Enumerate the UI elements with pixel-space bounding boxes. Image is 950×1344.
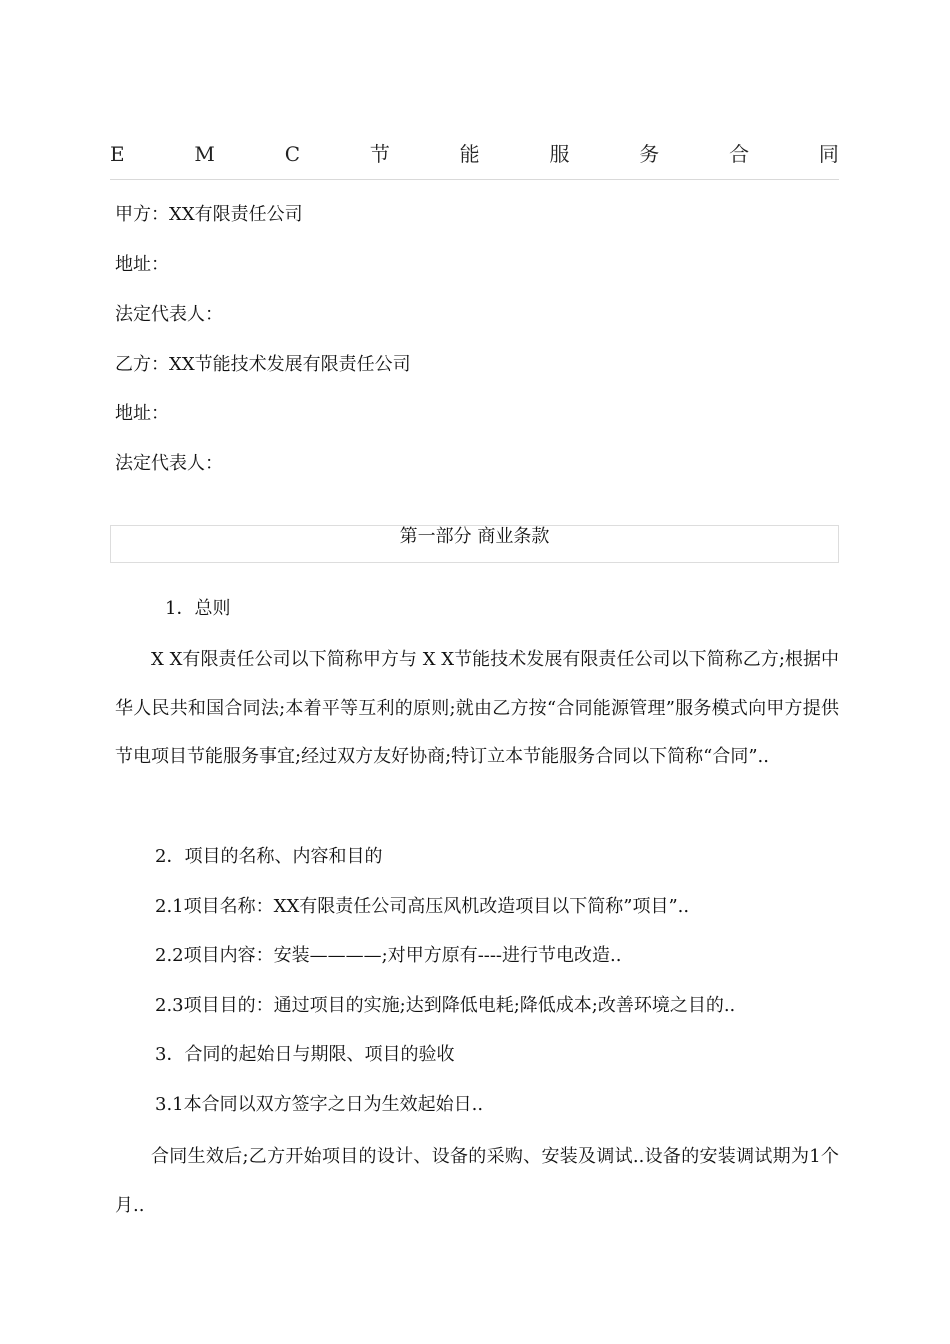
clause-3-paragraph: 合同生效后;乙方开始项目的设计、设备的采购、安装及调试..设备的安装调试期为1个月.. <box>115 1146 839 1216</box>
document-title <box>110 128 839 180</box>
section-heading: 第一部分 商业条款 <box>399 526 550 547</box>
title-char: C <box>284 141 301 166</box>
clause-3-1: 3.1本合同以双方签字之日为生效起始日.. <box>155 1094 484 1115</box>
party-a-representative: 法定代表人： <box>115 304 223 325</box>
title-char: 务 <box>639 141 660 166</box>
title-char: 服 <box>549 141 570 166</box>
section-heading-box <box>110 525 839 563</box>
clause-1-heading: 1．总则 <box>165 598 231 619</box>
clause-3-heading: 3．合同的起始日与期限、项目的验收 <box>155 1044 455 1065</box>
title-char: 同 <box>818 141 839 166</box>
clause-2-heading: 2．项目的名称、内容和目的 <box>155 846 383 867</box>
party-b-name: 乙方：XX节能技术发展有限责任公司 <box>115 354 411 375</box>
party-a-address: 地址： <box>115 254 169 275</box>
party-a-name: 甲方：XX有限责任公司 <box>115 204 303 225</box>
title-char: E <box>110 141 125 166</box>
title-char: M <box>194 141 215 166</box>
title-char: 节 <box>369 141 390 166</box>
clause-2-1: 2.1项目名称：XX有限责任公司高压风机改造项目以下简称”项目”.. <box>155 896 690 917</box>
clause-2-3: 2.3项目目的：通过项目的实施;达到降低电耗;降低成本;改善环境之目的.. <box>155 995 736 1016</box>
party-b-representative: 法定代表人： <box>115 453 223 474</box>
clause-1-paragraph: X X有限责任公司以下简称甲方与 X X节能技术发展有限责任公司以下简称乙方;根据中华人民共和国合同法;本着平等互利的原则;就由乙方按“合同能源管理”服务模式向甲方提供节电项目节能服务事宜;经过双方友好协商;特订立本节能服务合同以下简称“合同”.. <box>115 649 839 767</box>
title-char: 合 <box>729 141 750 166</box>
clause-2-2: 2.2项目内容：安装————;对甲方原有----进行节电改造.. <box>155 945 622 966</box>
title-char: 能 <box>459 141 480 166</box>
party-b-address: 地址： <box>115 403 169 424</box>
